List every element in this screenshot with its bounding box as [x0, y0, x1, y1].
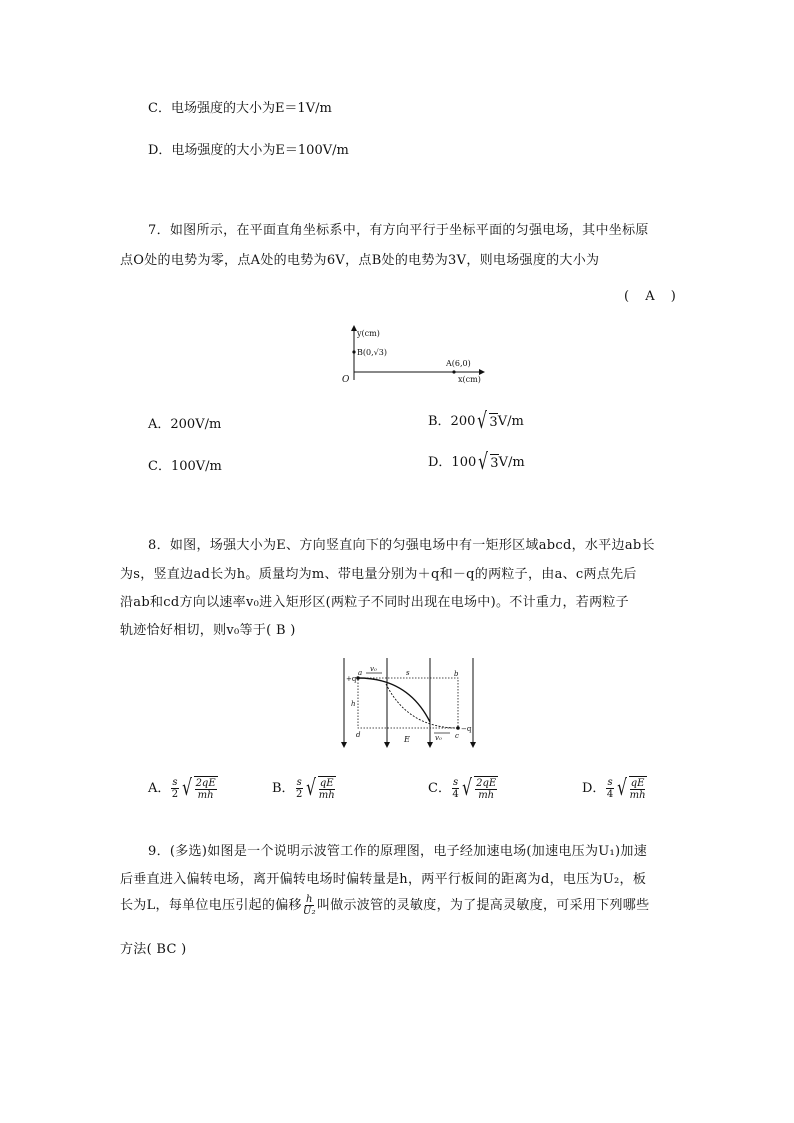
q9-stem-line4: 方法( BC ) — [120, 942, 187, 957]
q7-option-d: D．100 √ 3 V/m — [428, 449, 525, 475]
q7-option-a: A．200V/m — [148, 417, 222, 432]
rectangle-abcd — [358, 678, 458, 728]
point-d-label: d — [356, 731, 361, 739]
q6-option-d: D．电场强度的大小为E＝100V/m — [148, 143, 349, 158]
point-c-label: c — [455, 732, 459, 740]
origin-label: O — [342, 375, 350, 384]
q7-stem-line2: 点O处的电势为零，点A处的电势为6V，点B处的电势为3V，则电场强度的大小为 — [120, 253, 600, 268]
trajectory-plus-q — [358, 678, 430, 722]
point-b-label: B(0,√3) — [357, 348, 387, 357]
x-axis-label: x(cm) — [458, 375, 481, 384]
h-label: h — [351, 700, 356, 708]
point-b-label: b — [454, 670, 459, 678]
q8-stem-line4: 轨迹恰好相切，则v₀等于( B ) — [120, 623, 296, 638]
v0-bottom-label: v₀ — [435, 734, 442, 742]
q8-option-a: A． $\frac{s}{2}$ √ $\frac{2qE}{mh}$ — [148, 775, 216, 801]
v0-top-label: v₀ — [370, 665, 377, 673]
s-label: s — [406, 669, 410, 677]
q8-field-figure — [338, 656, 478, 750]
q7-answer: ( A ) — [624, 289, 682, 304]
q8-option-c: C． $\frac{s}{4}$ √ $\frac{2qE}{mh}$ — [428, 775, 497, 801]
q8-stem-line1: 8．如图，场强大小为E、方向竖直向下的匀强电场中有一矩形区域abcd，水平边ab长 — [148, 538, 655, 553]
q8-stem-line3: 沿ab和cd方向以速率v₀进入矩形区(两粒子不同时出现在电场中)。不计重力，若两粒子 — [120, 595, 629, 610]
q9-stem-line3: 长为L，每单位电压引起的偏移 $\frac{h}{\text{U₂}}$ 叫做示波管的灵敏度，为了提高灵敏度，可采用下列哪些 — [120, 894, 650, 917]
q7-coordinate-figure — [336, 322, 486, 384]
point-a-label: A(6,0) — [446, 359, 471, 368]
q7-stem-line1: 7．如图所示，在平面直角坐标系中，有方向平行于坐标平面的匀强电场，其中坐标原 — [148, 223, 649, 238]
point-b-marker — [352, 350, 355, 353]
q7-option-b: B．200 √ 3 V/m — [428, 408, 524, 434]
q8-stem-line2: 为s，竖直边ad长为h。质量均为m、带电量分别为＋q和－q的两粒子，由a、c两点先后 — [120, 567, 637, 582]
q6-option-c: C．电场强度的大小为E＝1V/m — [148, 101, 332, 116]
q9-stem-line1: 9．(多选)如图是一个说明示波管工作的原理图，电子经加速电场(加速电压为U₁)加速 — [148, 844, 648, 859]
point-a-label: a — [358, 669, 363, 677]
q9-stem-line2: 后垂直进入偏转电场，离开偏转电场时偏转量是h，两平行板间的距离为d，电压为U₂，板 — [120, 872, 647, 887]
point-a-marker — [452, 370, 455, 373]
trajectory-minus-q — [386, 684, 458, 728]
minus-q-label: −q — [461, 725, 472, 733]
plus-q-label: +q — [346, 675, 357, 683]
q7-option-c: C．100V/m — [148, 459, 222, 474]
e-label: E — [404, 735, 410, 744]
y-axis-label: y(cm) — [357, 329, 380, 338]
q8-option-d: D． $\frac{s}{4}$ √ $\frac{qE}{mh}$ — [582, 775, 646, 801]
q8-option-b: B． $\frac{s}{2}$ √ $\frac{qE}{mh}$ — [272, 775, 335, 801]
